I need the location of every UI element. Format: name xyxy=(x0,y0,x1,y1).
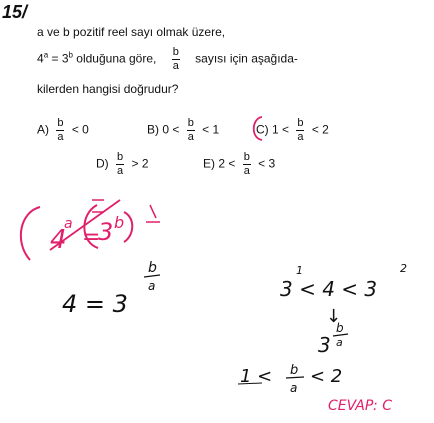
question-line-3: kilerden hangisi doğrudur? xyxy=(37,82,179,96)
hw-final-right: < 2 xyxy=(310,366,343,387)
hw-ineq-exp1: 1 xyxy=(296,264,303,277)
question-line-2-tail: sayısı için aşağıda- xyxy=(195,51,298,66)
hw-eq1-exp-num: b xyxy=(148,260,157,276)
hw-arrow: ↓ xyxy=(326,306,342,327)
hw-final-num: b xyxy=(290,363,299,378)
pink-left-paren xyxy=(21,207,40,260)
hw-ineq-exp2: 2 xyxy=(400,262,407,275)
exponent-b: b xyxy=(68,50,73,60)
hw-eq1: 4 = 3 xyxy=(62,290,128,318)
option-c-circle-mark xyxy=(254,117,262,140)
hw-ineq-top: 3 < 4 < 3 xyxy=(280,277,378,301)
pink-3: 3 xyxy=(98,218,114,246)
hw-mid-exp-num: b xyxy=(336,321,344,335)
option-b[interactable]: B) 0 < $\frac{b}{a}$ < 1 xyxy=(147,117,220,143)
option-a[interactable]: A) $\frac{b}{a}$ < 0 xyxy=(37,117,89,143)
pink-equals: = xyxy=(82,225,101,250)
equals-3: = 3 xyxy=(48,51,69,66)
pink-a: a xyxy=(64,216,73,232)
option-c[interactable]: C) 1 < $\frac{b}{a}$ < 2 xyxy=(256,117,329,143)
hw-final-left: 1 < xyxy=(240,366,273,387)
pink-4: 4 xyxy=(50,225,67,255)
pink-right-paren xyxy=(124,212,132,242)
hw-final-den: a xyxy=(290,381,298,395)
option-d[interactable]: D) $\frac{b}{a}$ > 2 xyxy=(96,151,149,177)
pink-b: b xyxy=(114,213,125,232)
question-line-1: a ve b pozitif reel sayı olmak üzere, xyxy=(37,25,226,39)
hw-mid-exp-den: a xyxy=(336,336,343,349)
option-e[interactable]: E) 2 < $\frac{b}{a}$ < 3 xyxy=(203,151,276,177)
fraction-b-over-a: $\frac{b}{a}$ xyxy=(172,46,179,72)
hw-answer: CEVAP: C xyxy=(328,398,392,414)
hw-final-bar xyxy=(286,377,304,378)
olduguna-gore: olduğuna göre, xyxy=(72,51,157,66)
hw-mid-base: 3 xyxy=(318,333,331,357)
exponent-a: a xyxy=(43,50,49,60)
pink-fraction-mark xyxy=(146,205,160,222)
question-number: 15/ xyxy=(2,2,28,22)
base-4: 4 xyxy=(37,51,44,66)
hw-eq1-exp-den: a xyxy=(148,279,156,293)
